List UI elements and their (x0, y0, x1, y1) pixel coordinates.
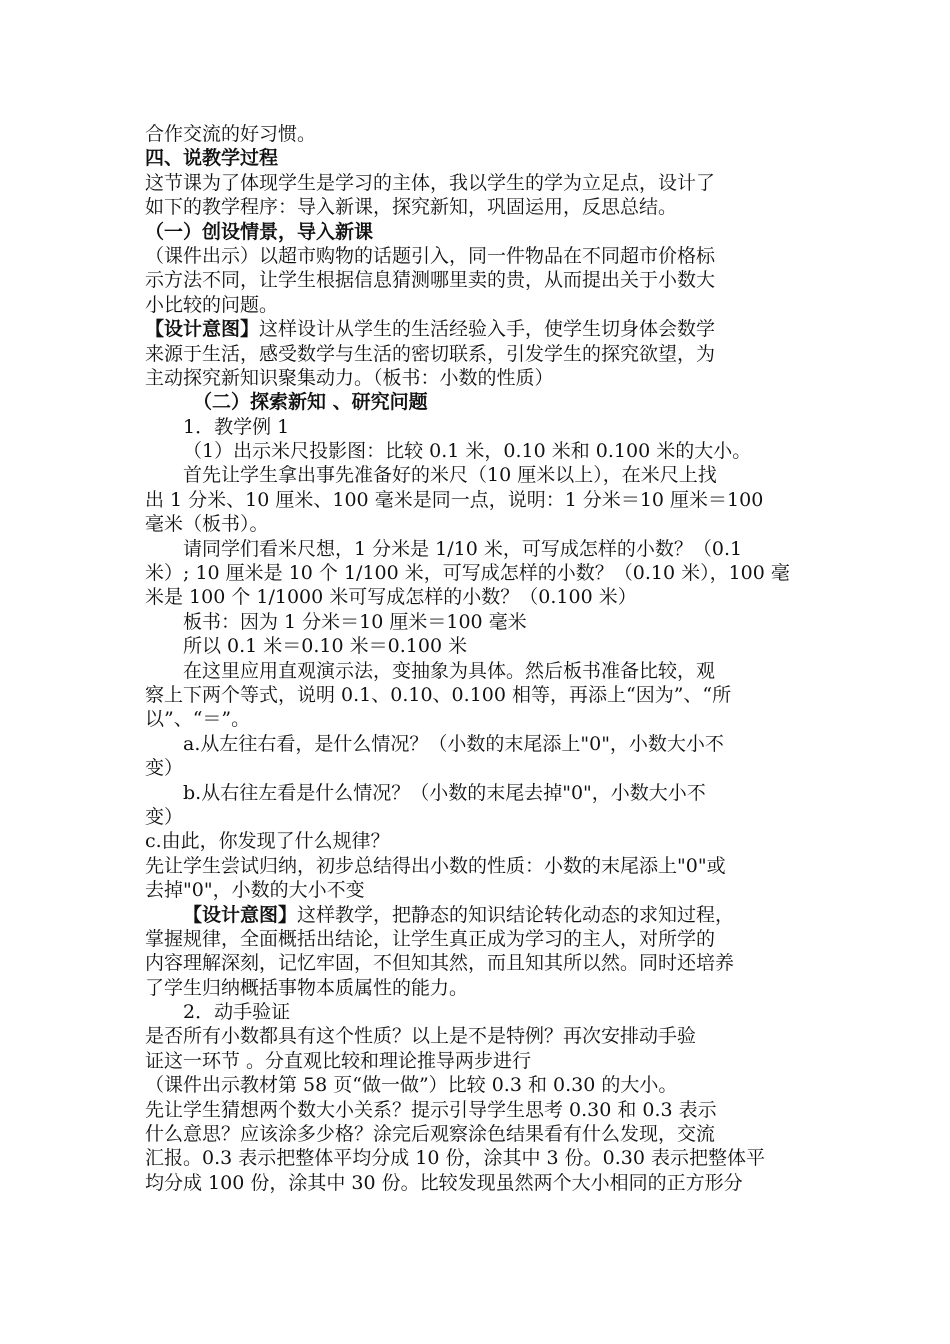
text-line: 内容理解深刻，记忆牢固，不但知其然，而且知其所以然。同时还培养 (145, 952, 735, 975)
text-line: 示方法不同，让学生根据信息猜测哪里卖的贵，从而提出关于小数大 (145, 269, 716, 292)
text-line: 如下的教学程序：导入新课，探究新知，巩固运用，反思总结。 (145, 196, 678, 219)
text-line: 了学生归纳概括事物本质属性的能力。 (145, 976, 469, 999)
text-line-rest: 这样教学，把静态的知识结论转化动态的求知过程， (297, 903, 735, 926)
text-line: 1．教学例 1 (183, 415, 290, 438)
text-line (145, 903, 815, 927)
text-line: （课件出示）以超市购物的话题引入，同一件物品在不同超市价格标 (145, 244, 716, 267)
text-line: 去掉"0"，小数的大小不变 (145, 879, 365, 902)
text-line: 汇报。0.3 表示把整体平均分成 10 份，涂其中 3 份。0.30 表示把整体平 (145, 1147, 766, 1170)
text-line: （课件出示教材第 58 页“做一做”）比较 0.3 和 0.30 的大小。 (145, 1074, 678, 1097)
text-line: 合作交流的好习惯。 (145, 123, 317, 145)
text-line (145, 317, 815, 341)
text-line: 变） (145, 805, 184, 828)
text-line: 来源于生活，感受数学与生活的密切联系，引发学生的探究欲望，为 (145, 342, 716, 365)
text-line: b.从右往左看是什么情况？（小数的末尾去掉"0"，小数大小不 (183, 781, 706, 804)
text-line-rest: 这样设计从学生的生活经验入手，使学生切身体会数学 (259, 318, 716, 341)
text-line: 先让学生尝试归纳，初步总结得出小数的性质：小数的末尾添上"0"或 (145, 854, 726, 877)
design-intent-label: 【设计意图】 (145, 318, 260, 341)
text-line: 在这里应用直观演示法，变抽象为具体。然后板书准备比较，观 (183, 659, 716, 682)
text-line: 察上下两个等式，说明 0.1、0.10、0.100 相等，再添上“因为”、“所 (145, 683, 732, 706)
text-line: 请同学们看米尺想，1 分米是 1/10 米，可写成怎样的小数？（0.1 (183, 537, 743, 560)
text-line: 米是 100 个 1/1000 米可写成怎样的小数？（0.100 米） (145, 586, 637, 609)
text-line: 掌握规律，全面概括出结论，让学生真正成为学习的主人，对所学的 (145, 927, 716, 950)
text-line: 小比较的问题。 (145, 293, 279, 316)
text-line: 先让学生猜想两个数大小关系？提示引导学生思考 0.30 和 0.3 表示 (145, 1098, 717, 1121)
text-line: 米）; 10 厘米是 10 个 1/100 米，可写成怎样的小数？（0.10 米），100 毫 (145, 562, 790, 585)
text-line: 以”、“＝”。 (145, 708, 251, 731)
text-line: c.由此，你发现了什么规律？ (145, 830, 390, 853)
text-line: 是否所有小数都具有这个性质？以上是不是特例？再次安排动手验 (145, 1025, 697, 1048)
text-line: 变） (145, 757, 184, 780)
text-line: 出 1 分米、10 厘米、100 毫米是同一点，说明：1 分米＝10 厘米＝100 (145, 488, 764, 511)
text-line: 均分成 100 份，涂其中 30 份。比较发现虽然两个大小相同的正方形分 (145, 1171, 743, 1194)
text-line: 主动探究新知识聚集动力。（板书：小数的性质） (145, 366, 554, 389)
document-page (145, 122, 815, 1195)
text-line: （一）创设情景，导入新课 (145, 220, 374, 243)
text-line: 什么意思？应该涂多少格？涂完后观察涂色结果看有什么发现，交流 (145, 1123, 716, 1146)
text-line: 首先让学生拿出事先准备好的米尺（10 厘米以上），在米尺上找 (183, 464, 717, 487)
design-intent-label: 【设计意图】 (183, 903, 298, 926)
text-line: a.从左往右看，是什么情况？（小数的末尾添上"0"，小数大小不 (183, 732, 724, 755)
text-line: 证这一环节 。分直观比较和理论推导两步进行 (145, 1049, 532, 1072)
text-line: 毫米（板书）。 (145, 513, 269, 536)
text-line: 这节课为了体现学生是学习的主体，我以学生的学为立足点，设计了 (145, 171, 716, 194)
text-line: （二）探索新知 、研究问题 (193, 391, 428, 414)
text-line: 所以 0.1 米＝0.10 米＝0.100 米 (183, 635, 468, 658)
text-line: （1）出示米尺投影图：比较 0.1 米，0.10 米和 0.100 米的大小。 (183, 440, 752, 463)
text-line: 2．动手验证 (183, 1001, 291, 1024)
text-line: 板书：因为 1 分米＝10 厘米＝100 毫米 (183, 610, 527, 633)
text-line: 四、说教学过程 (145, 147, 279, 170)
